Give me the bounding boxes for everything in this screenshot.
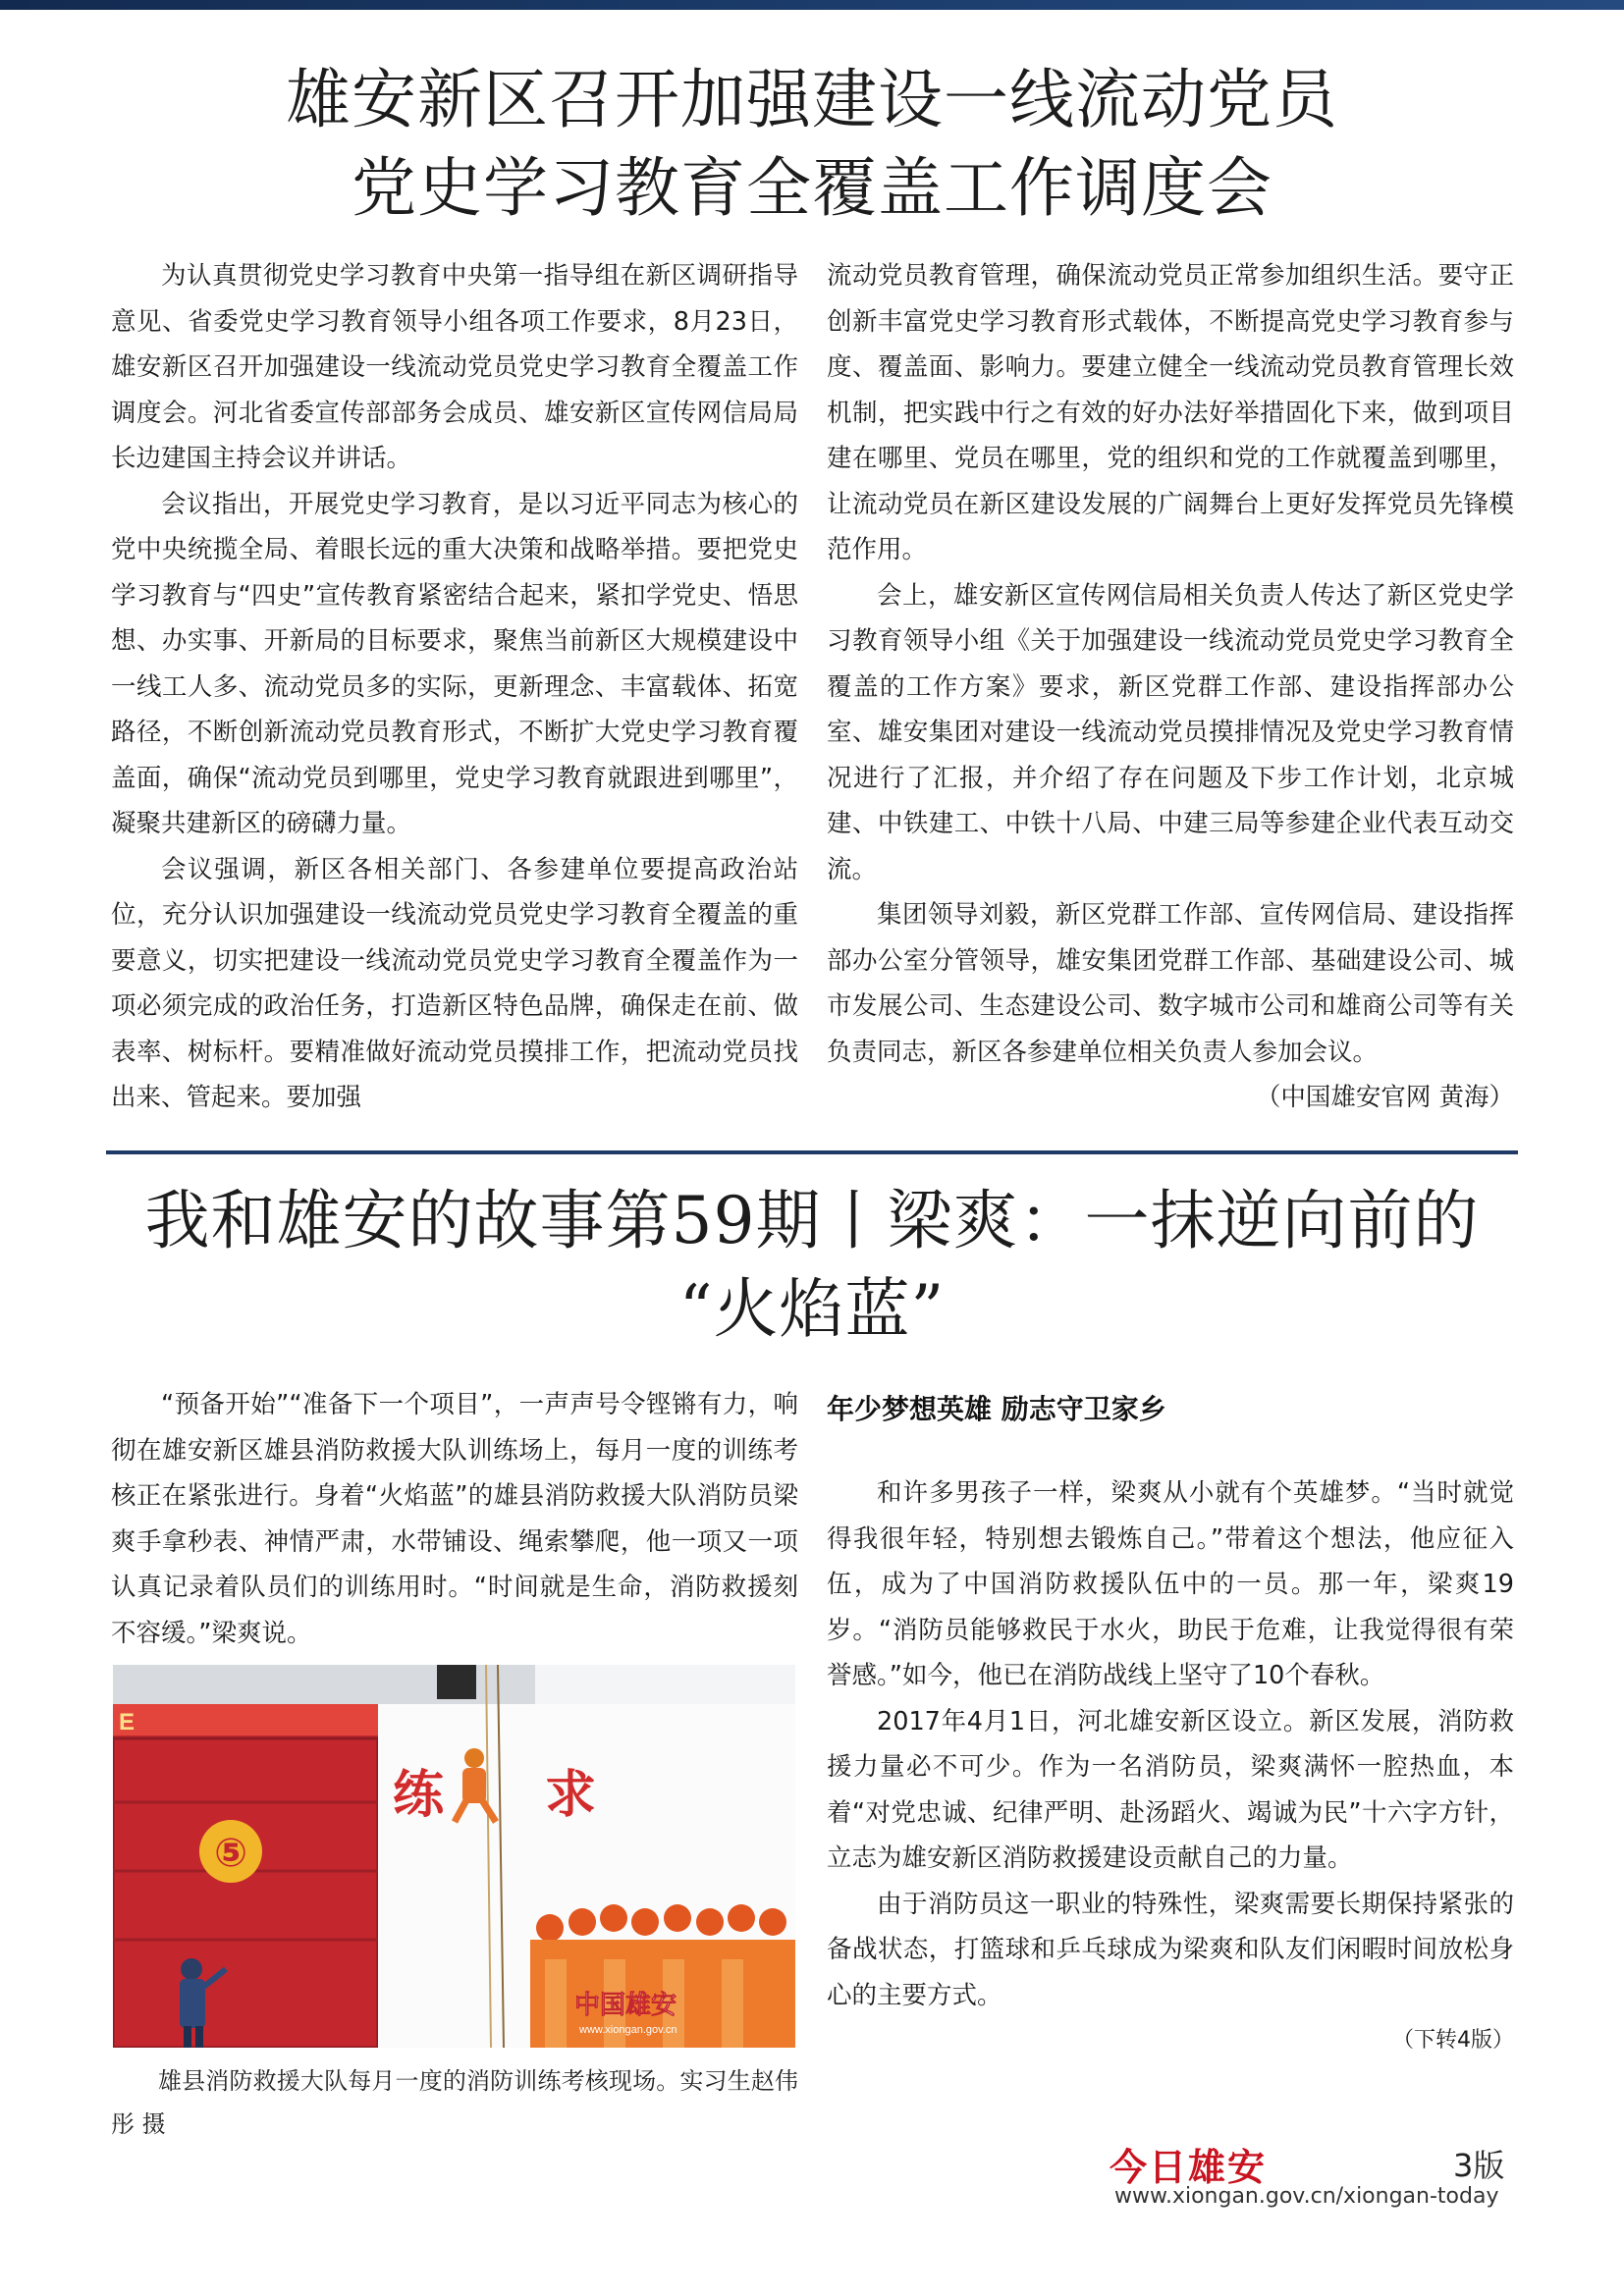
article1-paragraph: 集团领导刘毅，新区党群工作部、宣传网信局、建设指挥部办公室分管领导，雄安集团党群工作部、基础建设公司、城市发展公司、生态建设公司、数字城市公司和雄商公司等有关负责同志，新区各参建单位相关负责人参加会议。	[827, 900, 1514, 1067]
newspaper-logo: 今日雄安	[1110, 2145, 1268, 2189]
article1-title-line2: 党史学习教育全覆盖工作调度会	[352, 150, 1272, 226]
photo-illustration	[113, 1665, 795, 2048]
firefighter-training-photo	[113, 1665, 795, 2048]
photo-caption: 雄县消防救援大队每月一度的消防训练考核现场。实习生赵伟彤 摄	[111, 2067, 798, 2138]
article1-title-line1: 雄安新区召开加强建设一线流动党员	[286, 62, 1338, 137]
article2-column-right	[827, 1382, 1514, 2064]
article2-column-left	[111, 1382, 798, 1656]
article2-title-line2: “火焰蓝”	[678, 1271, 946, 1347]
wall-text-left: 练	[393, 1766, 445, 1825]
page-number: 3版	[1453, 2147, 1505, 2184]
article2-paragraph: 由于消防员这一职业的特殊性，梁爽需要长期保持紧张的备战状态，打篮球和乒乓球成为梁爽和队友们闲暇时间放松身心的主要方式。	[827, 1889, 1514, 2010]
article1-paragraph: 会议强调，新区各相关部门、各参建单位要提高政治站位，充分认识加强建设一线流动党员党史学习教育全覆盖的重要意义，切实把建设一线流动党员党史学习教育全覆盖作为一项必须完成的政治任务，打造新区特色品牌，确保走在前、做表率、树标杆。要精准做好流动党员摸排工作，把流动党员找出来、管起来。要加强	[111, 854, 798, 1112]
article2-subheading: 年少梦想英雄 励志守卫家乡	[827, 1393, 1166, 1425]
photo-watermark-url: www.xiongan.gov.cn	[579, 2024, 677, 2036]
article-divider	[106, 1150, 1518, 1154]
door-letter: E	[119, 1709, 135, 1735]
door-number: ⑤	[214, 1831, 247, 1876]
article2-title-line1: 我和雄安的故事第59期丨梁爽：一抹逆向前的	[144, 1183, 1480, 1258]
top-color-bar	[0, 0, 1624, 10]
article2-paragraph: 和许多男孩子一样，梁爽从小就有个英雄梦。“当时就觉得我很年轻，特别想去锻炼自己。”带着这个想法，他应征入伍，成为了中国消防救援队伍中的一员。那一年，梁爽19岁。“消防员能够救民于水火，助民于危难，让我觉得很有荣誉感。”如今，他已在消防战线上坚守了10个春秋。	[827, 1478, 1514, 1690]
article1-paragraph: 会上，雄安新区宣传网信局相关负责人传达了新区党史学习教育领导小组《关于加强建设一线流动党员党史学习教育全覆盖的工作方案》要求，新区党群工作部、建设指挥部办公室、雄安集团对建设一线流动党员摸排情况及党史学习教育情况进行了汇报，并介绍了存在问题及下步工作计划，北京城建、中铁建工、中铁十八局、中建三局等参建企业代表互动交流。	[827, 580, 1514, 884]
article1-paragraph: 为认真贯彻党史学习教育中央第一指导组在新区调研指导意见、省委党史学习教育领导小组各项工作要求，8月23日，雄安新区召开加强建设一线流动党员党史学习教育全覆盖工作调度会。河北省委宣传部部务会成员、雄安新区宣传网信局局长边建国主持会议并讲话。	[111, 261, 798, 473]
article2-paragraph: 2017年4月1日，河北雄安新区设立。新区发展，消防救援力量必不可少。作为一名消防员，梁爽满怀一腔热血，本着“对党忠诚、纪律严明、赴汤蹈火、竭诚为民”十六字方针，立志为雄安新区消防救援建设贡献自己的力量。	[827, 1706, 1514, 1873]
photo-watermark: 中国雄安	[574, 1991, 677, 2020]
article1-paragraph-continued: 流动党员教育管理，确保流动党员正常参加组织生活。要守正创新丰富党史学习教育形式载体，不断提高党史学习教育参与度、覆盖面、影响力。要建立健全一线流动党员教育管理长效机制，把实践中行之有效的好办法好举措固化下来，做到项目建在哪里、党员在哪里，党的组织和党的工作就覆盖到哪里，让流动党员在新区建设发展的广阔舞台上更好发挥党员先锋模范作用。	[827, 261, 1514, 564]
wall-text-right: 求	[545, 1766, 597, 1825]
article1-column-right	[827, 253, 1514, 1121]
article1-source: （中国雄安官网 黄海）	[1255, 1083, 1514, 1112]
article1-paragraph: 会议指出，开展党史学习教育，是以习近平同志为核心的党中央统揽全局、着眼长远的重大决策和战略举措。要把党史学习教育与“四史”宣传教育紧密结合起来，紧扣学党史、悟思想、办实事、开新局的目标要求，聚焦当前新区大规模建设中一线工人多、流动党员多的实际，更新理念、丰富载体、拓宽路径，不断创新流动党员教育形式，不断扩大党史学习教育覆盖面，确保“流动党员到哪里，党史学习教育就跟进到哪里”，凝聚共建新区的磅礴力量。	[111, 489, 798, 838]
footer-url: www.xiongan.gov.cn/xiongan-today	[1114, 2184, 1499, 2209]
continued-note: （下转4版）	[1392, 2028, 1514, 2053]
article1-column-left	[111, 253, 798, 1121]
article2-paragraph: “预备开始”“准备下一个项目”，一声声号令铿锵有力，响彻在雄安新区雄县消防救援大队训练场上，每月一度的训练考核正在紧张进行。身着“火焰蓝”的雄县消防救援大队消防员梁爽手拿秒表、神情严肃，水带铺设、绳索攀爬，他一项又一项认真记录着队员们的训练用时。“时间就是生命，消防救援刻不容缓。”梁爽说。	[111, 1390, 798, 1648]
